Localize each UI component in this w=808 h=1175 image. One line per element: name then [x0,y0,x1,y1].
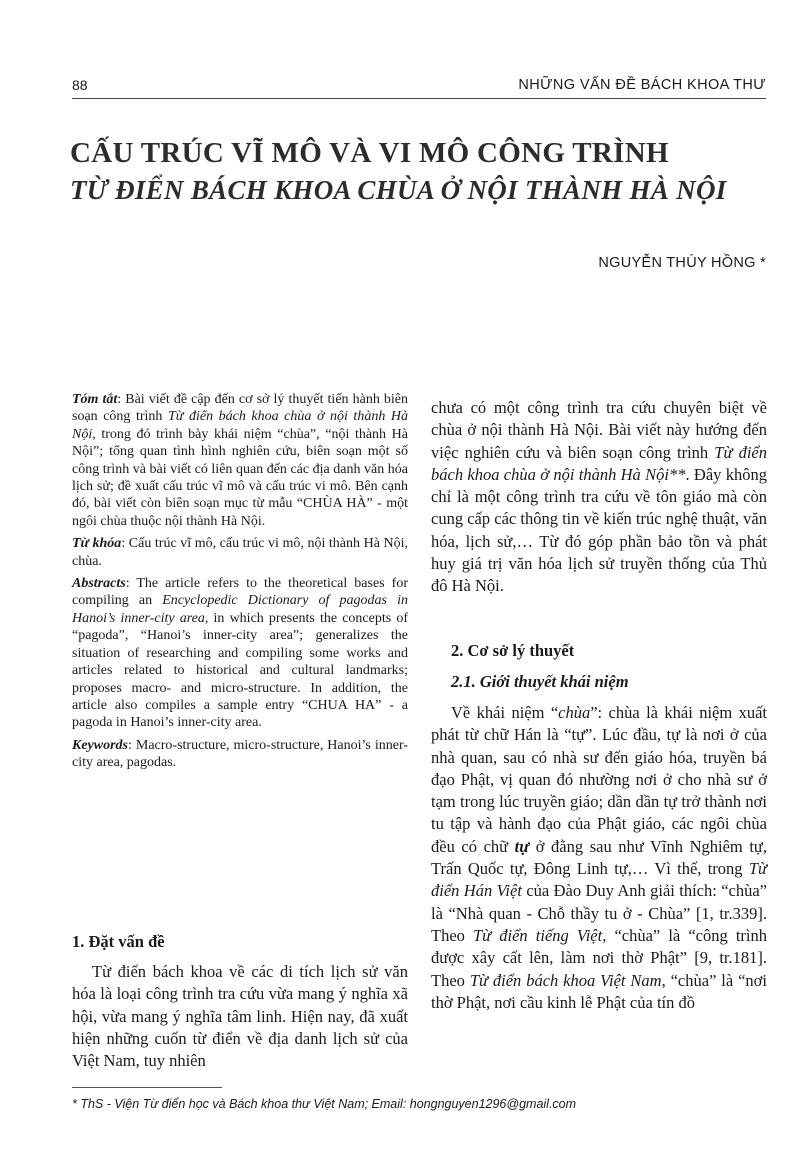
abstract-vi-work-title: Từ điển bách khoa chùa ở nội thành Hà Nội [72,409,408,442]
section-1-paragraph: Từ điển bách khoa về các di tích lịch sử văn hóa là loại công trình tra cứu vừa mang ý nghĩa xã hội, vừa mang ý nghĩa tâm linh. Hiện nay, đã xuất hiện những cuốn từ điển về địa danh lịch sử của Việt Nam, tuy nhiên [72,962,408,1071]
footnote-divider [72,1087,222,1088]
p1-f: , “chùa” là “nơi thờ Phật, nơi cầu kinh lễ Phật của tín đồ [431,970,767,1012]
section-2-heading: 2. Cơ sở lý thuyết [451,641,575,660]
abstract-vi-text-cont: , trong đó trình bày khái niệm “chùa”, “nội thành Hà Nội”; tổng quan tình hình nghiên cứu, biên soạn một số công trình và bài viết có liên quan đến các địa danh văn hóa lịch sử; đề xuất cấu trúc vĩ mô và cấu trúc vi mô. Bên cạnh đó, bài viết còn biên soạn mục từ mẫu “CHÙA HÀ” - một ngôi chùa thuộc nội thành Hà Nội. [72,426,408,529]
abstract-vi-label: Tóm tắt [72,392,118,407]
p1-a: Về khái niệm “ [451,703,559,722]
abstract-en-text: : The article refers to the theoretical bases for compiling an [72,576,408,609]
concept-paragraph [431,702,767,1014]
keywords-vi [72,535,408,570]
keywords-en-label: Keywords [72,737,128,753]
abstract-vi-text: : Bài viết đề cập đến cơ sở lý thuyết tiến hành biên soạn công trình [72,392,408,425]
subsection-2-1-heading: 2.1. Giới thuyết khái niệm [451,672,629,691]
abstract-en [72,575,408,732]
section-1-body [72,961,408,1072]
keywords-en-text: : Macro-structure, micro-structure, Hanoi’s inner-city area, pagodas. [72,737,408,771]
page-number: 88 [72,77,88,93]
p1-term-tu: tự [514,836,530,856]
abstract-en-text-cont: , in which presents the concepts of “pagoda”, “Hanoi’s inner-city area”; generalizes the situation of researching and compiling some works and articles related to historical and cultural landmarks; proposes macro- and micro-structure. In addition, the article also compiles a sample entry “CHUA HA” - a pagoda in Hanoi’s inner-city area. [72,610,408,731]
p1-b: ”: chùa là khái niệm xuất phát từ chữ Hán là “tự”. Lúc đầu, tự là nơi ở của nhà quan, sau có nhà sư đến giáo hóa, truyền bá đạo Phật, vị quan đó nhường nơi ở cho nhà sư ở tạm trong lúc truyền giáo; dần dần tự trở thành nơi tu tập và hành đạo của Phật giáo, các ngôi chùa đều có chữ [431,703,767,856]
cont-text-a: chưa có một công trình tra cứu chuyên biệt về chùa ở nội thành Hà Nội. Bài viết này hướng đến việc nghiên cứu và biên soạn công trình [431,398,767,462]
p1-c: ở đằng sau như Vĩnh Nghiêm tự, Trấn Quốc tự, Đông Linh tự,… Vì thế, trong [431,836,767,879]
abstract-en-work-title: Encyclopedic Dictionary of pagodas in Hanoi’s inner-city area [72,593,408,626]
p1-d: của Đào Duy Anh giải thích: “chùa” là “Nhà quan - Chỗ thầy tu ở - Chùa” [1, tr.339]. Theo [431,881,768,945]
article-title-line2: TỪ ĐIỂN BÁCH KHOA CHÙA Ở NỘI THÀNH HÀ NỘI [70,175,727,205]
cont-text-b: . Đây không chỉ là một công trình tra cứu về tôn giáo mà còn cung cấp các thông tin về kiến trúc nghệ thuật, văn hóa, lịch sử,… Từ đó góp phần bảo tồn và phát huy giá trị văn hóa lịch sử truyền thống của Thủ đô Hà Nội. [431,464,767,596]
header-divider [72,98,766,99]
keywords-en [72,737,408,772]
p1-term-chua: chùa [558,703,591,722]
keywords-vi-text: : Cấu trúc vĩ mô, cấu trúc vi mô, nội thành Hà Nội, chùa. [72,536,408,569]
intro-continuation [431,397,767,598]
p1-book-han-viet: Từ điển Hán Việt [431,859,767,901]
keywords-vi-label: Từ khóa [72,536,122,552]
section-1-heading: 1. Đặt vấn đề [72,932,165,951]
p1-e: , “chùa” là “công trình được xây cất lên, làm nơi thờ Phật” [9, tr.181]. Theo [431,925,767,990]
intro-continuation-paragraph [431,397,767,598]
section-2-1-body [431,702,767,1014]
abstract-en-label: Abstracts [72,576,126,592]
p1-book-tieng-viet: Từ điển tiếng Việt [473,925,603,945]
p1-book-bach-khoa: Từ điển bách khoa Việt Nam [469,970,662,990]
journal-title: NHỮNG VẤN ĐỀ BÁCH KHOA THƯ [518,77,766,93]
footnote: * ThS - Viện Từ điển học và Bách khoa thư Việt Nam; Email: hongnguyen1296@gmail.com [72,1097,577,1111]
author-name: NGUYỄN THÚY HỒNG * [598,255,766,271]
cont-work-title: Từ điển bách khoa chùa ở nội thành Hà Nội** [431,442,767,484]
abstract-vi [72,391,408,530]
article-title-line1: CẤU TRÚC VĨ MÔ VÀ VI MÔ CÔNG TRÌNH [70,137,669,169]
abstract-block [72,391,408,777]
